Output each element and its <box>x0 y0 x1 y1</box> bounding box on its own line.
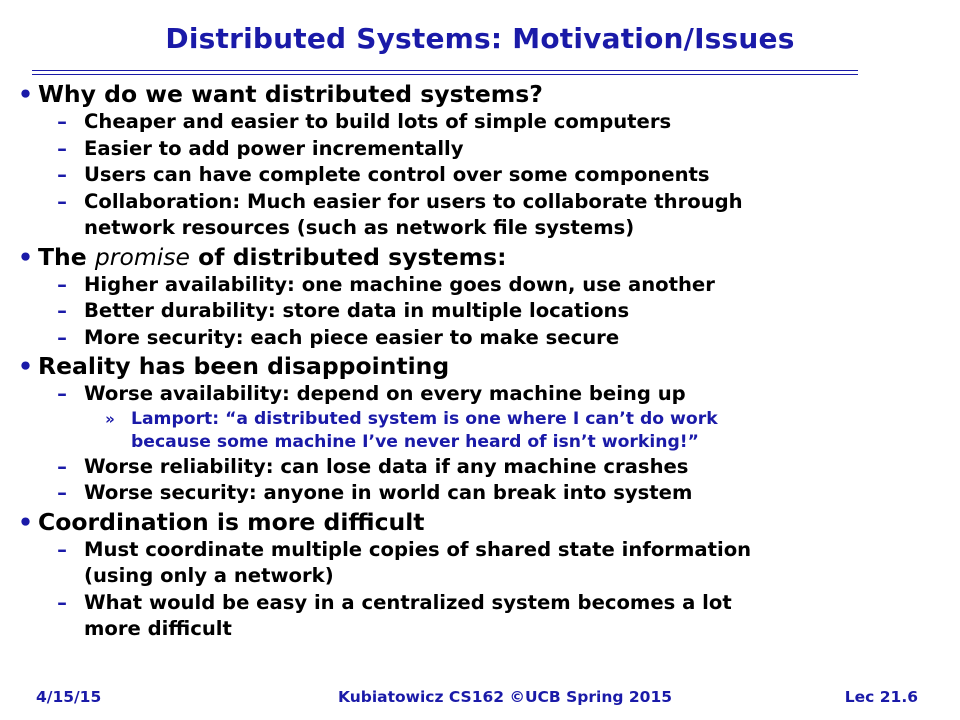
bullet-icon: • <box>18 507 34 536</box>
dash-icon: – <box>57 537 67 561</box>
slide-body <box>18 79 948 643</box>
sub-bullet-text: Collaboration: Much easier for users to collaborate through <box>84 189 743 213</box>
sub-bullet-text: What would be easy in a centralized system becomes a lot <box>84 590 732 614</box>
bullet-heading <box>18 242 948 272</box>
dash-icon: – <box>57 454 67 478</box>
quote-text: Lamport: “a distributed system is one where I can’t do work <box>131 408 718 429</box>
sub-bullet <box>18 162 948 189</box>
heading-text: of distributed systems: <box>189 242 507 271</box>
heading-text: Coordination is more difficult <box>38 507 425 536</box>
dash-icon: – <box>57 272 67 296</box>
sub-bullet <box>18 109 948 136</box>
chevron-right-icon: » <box>105 409 115 428</box>
bullet-icon: • <box>18 80 34 108</box>
bullet-heading <box>18 79 948 109</box>
sub-bullet <box>18 272 948 299</box>
dash-icon: – <box>57 136 67 160</box>
sub-bullet-text: Easier to add power incrementally <box>84 136 464 160</box>
quote-text: because some machine I’ve never heard of isn’t working!” <box>131 431 699 452</box>
dash-icon: – <box>57 189 67 213</box>
sub-bullet <box>18 136 948 163</box>
sub-bullet-text: Cheaper and easier to build lots of simple computers <box>84 110 672 133</box>
heading-emphasis: promise <box>94 242 190 271</box>
footer-date: 4/15/15 <box>36 688 102 706</box>
sub-bullet-continuation <box>18 616 948 643</box>
sub-bullet-text: Users can have complete control over some components <box>84 163 710 186</box>
sub-sub-bullet-continuation <box>18 431 948 454</box>
sub-bullet <box>18 537 948 564</box>
dash-icon: – <box>57 325 67 349</box>
heading-text: Reality has been disappointing <box>38 352 450 380</box>
sub-bullet-text: network resources (such as network file systems) <box>84 216 635 239</box>
sub-bullet <box>18 381 948 408</box>
sub-bullet <box>18 454 948 481</box>
title-rule-bottom <box>32 74 858 75</box>
dash-icon: – <box>57 590 67 614</box>
sub-bullet-text: (using only a network) <box>84 564 334 587</box>
footer-lecture-number: Lec 21.6 <box>844 688 918 706</box>
sub-bullet-text: Must coordinate multiple copies of shared state information <box>84 537 752 561</box>
sub-bullet-text: Worse availability: depend on every machine being up <box>84 382 686 405</box>
sub-bullet-continuation <box>18 563 948 590</box>
sub-bullet <box>18 590 948 617</box>
sub-bullet <box>18 189 948 216</box>
bullet-heading <box>18 351 948 381</box>
slide-title: Distributed Systems: Motivation/Issues <box>165 22 795 55</box>
footer-credit: Kubiatowicz CS162 ©UCB Spring 2015 <box>337 688 673 706</box>
sub-bullet-text: More security: each piece easier to make secure <box>84 325 620 349</box>
bullet-icon: • <box>18 352 34 380</box>
dash-icon: – <box>57 481 67 504</box>
sub-bullet <box>18 480 948 507</box>
bullet-heading <box>18 507 948 537</box>
sub-sub-bullet <box>18 408 948 431</box>
sub-bullet-text: Higher availability: one machine goes down, use another <box>84 272 715 296</box>
sub-bullet <box>18 298 948 325</box>
sub-bullet-text: Worse reliability: can lose data if any machine crashes <box>84 454 689 478</box>
sub-bullet-text: Better durability: store data in multiple locations <box>84 299 630 322</box>
heading-text: The <box>38 242 95 271</box>
sub-bullet-text: Worse security: anyone in world can break into system <box>84 481 693 504</box>
sub-bullet-continuation <box>18 215 948 242</box>
dash-icon: – <box>57 382 67 405</box>
sub-bullet <box>18 325 948 352</box>
dash-icon: – <box>57 110 67 133</box>
bullet-icon: • <box>18 242 34 271</box>
sub-bullet-text: more difficult <box>84 617 232 640</box>
dash-icon: – <box>57 163 67 186</box>
heading-text: Why do we want distributed systems? <box>38 80 543 108</box>
title-rule-top <box>32 70 858 71</box>
dash-icon: – <box>57 299 67 322</box>
